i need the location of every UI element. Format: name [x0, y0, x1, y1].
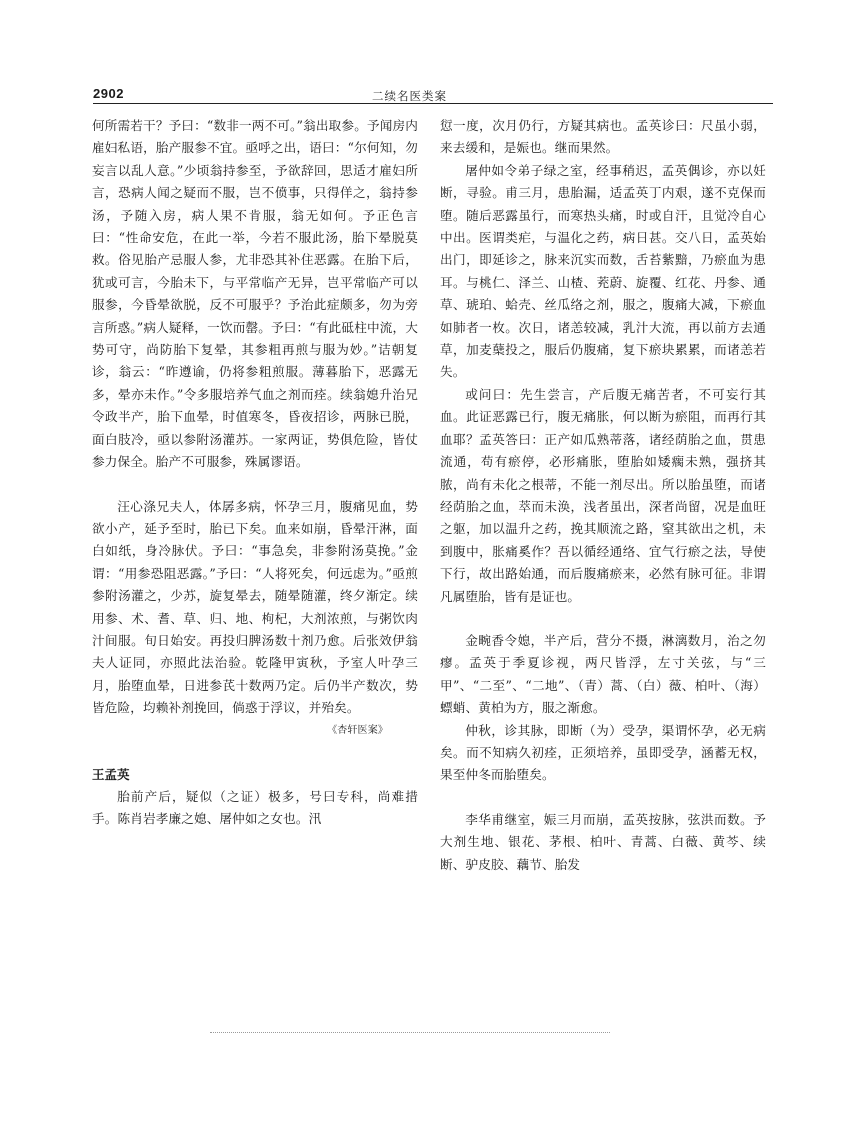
- right-paragraph-5: 仲秋，诊其脉，即断（为）受孕，渠谓怀孕，必无病矣。而不知病久初痊，正须培养，虽即受孕，涵蓄无权，果至仲冬而胎堕矣。: [440, 722, 766, 783]
- author-heading: 王孟英: [92, 766, 130, 782]
- right-paragraph-2: 屠仲如令弟子绿之室，经事稍迟，孟英偶诊，亦以妊断，寻验。甫三月，患胎漏，适孟英丁内艰，遂不克保而堕。随后恶露虽行，而寒热头痛，时或自汗，且觉冷自心中出。医谓类疟，与温化之药，病日甚。交八日，孟英始出门，即延诊之，脉来沉实而数，舌苔紫黯，乃瘀血为患耳。与桃仁、泽兰、山楂、茺蔚、旋覆、红花、丹参、通草、琥珀、蛤壳、丝瓜络之剂，服之，腹痛大减，下瘀血如肺者一枚。次日，诸恙较减，乳汁大流，再以前方去通草，加麦蘖投之，服后仍腹痛，复下瘀块累累，而诸恙若失。: [440, 162, 766, 380]
- right-column: [440, 115, 766, 876]
- header-rule: [93, 103, 773, 104]
- left-column: [92, 115, 418, 830]
- footer-scan-line: [210, 1032, 610, 1033]
- right-paragraph-4: 金畹香令媳，半产后，营分不摄，淋漓数月，治之勿瘳。孟英于季夏诊视，两尺皆浮，左寸关弦，与“三甲”、“二至”、“二地”、（青）蒿、（白）薇、柏叶、（海）螵蛸、黄柏为方，服之渐愈。: [440, 632, 766, 716]
- source-citation: 《杏轩医案》: [327, 724, 388, 736]
- right-paragraph-6: 李华甫继室，娠三月而崩，孟英按脉，弦洪而数。予大剂生地、银花、茅根、柏叶、青蒿、白薇、黄芩、续断、驴皮胶、藕节、胎发: [440, 811, 766, 872]
- running-title: 二续名医类案: [372, 89, 447, 103]
- left-paragraph-2: 汪心涤兄夫人，体孱多病，怀孕三月，腹痛见血，势欲小产，延予至时，胎已下矣。血来如崩，昏晕汗淋，面白如纸，身冷脉伏。予曰：“事急矣，非参附汤莫挽。”金谓：“用参恐阻恶露。”予曰：“人将死矣，何远虑为。”亟煎参附汤灌之，少苏，旋复晕去，随晕随灌，终夕渐定。续用参、术、耆、草、归、地、枸杞，大剂浓煎，与粥饮肉汁间服。旬日始安。再投归脾汤数十剂乃愈。后张效伊翁夫人证同，亦照此法治验。乾隆甲寅秋，予室人叶孕三月，胎堕血晕，日进参芪十数两乃定。后仍半产数次，势皆危险，均赖补剂挽回，倘惑于浮议，并殆矣。: [92, 498, 418, 716]
- left-paragraph-1: 何所需若干？予曰：“数非一两不可。”翁出取参。予闻房内雇妇私语，胎产服参不宜。亟呼之出，语曰：“尔何知，勿妄言以乱人意。”少顷翁持参至，予欲辞回，思适才雇妇所言，恐病人闻之疑而不服，岂不偾事，只得佯之，翁持参汤，予随入房，病人果不肯服，翁无如何。予正色言曰：“性命安危，在此一举，今若不服此汤，胎下晕脱莫救。俗见胎产忌服人参，尤非恐其补住恶露。在胎下后，犹或可言，今胎未下，与平常临产无异，岂平常临产可以服参，今昏晕欲脱，反不可服乎？予治此症颇多，勿为旁言所惑。”病人疑释，一饮而罄。予曰：“有此砥柱中流，大势可守，尚防胎下复晕，其参粗再煎与服为妙。”诘朝复诊，翁云：“昨遵谕，仍将参粗煎服。薄暮胎下，恶露无多，晕亦未作。”令多服培养气血之剂而痊。续翁媳升治兄令政半产，胎下血晕，时值寒冬，昏夜招诊，两脉已脱，面白肢冷，亟以参附汤灌苏。一家两证，势俱危险，皆仗参力保全。胎产不可服参，殊属谬语。: [92, 118, 418, 470]
- left-paragraph-3: 胎前产后，疑似（之证）极多，号曰专科，尚难措手。陈肖岩孝廉之媳、屠仲如之女也。汛: [92, 788, 418, 826]
- page-number: 2902: [93, 86, 124, 101]
- right-paragraph-1: 愆一度，次月仍行，方疑其病也。孟英诊曰：尺虽小弱，来去缓和，是娠也。继而果然。: [440, 118, 766, 156]
- right-paragraph-3: 或问曰：先生尝言，产后腹无痛苦者，不可妄行其血。此证恶露已行，腹无痛胀，何以断为瘀阻，而再行其血耶？孟英答曰：正产如瓜熟蒂落，诸经荫胎之血，贯患流通，苟有瘀停，必形痛胀，堕胎如矮瘸未熟，强挤其脓，尚有未化之根蒂，不能一剂尽出。所以胎虽堕，而诸经荫胎之血，萃而未涣，浅者虽出，深者尚留，况是血旺之躯，加以温升之药，挽其顺流之路，窒其欲出之机，未到腹中，胀痛奚作？吾以循经通络、宜气行瘀之法，导使下行，故出路始通，而后腹痛瘀来，必然有脉可征。非谓凡属堕胎，皆有是证也。: [440, 386, 766, 604]
